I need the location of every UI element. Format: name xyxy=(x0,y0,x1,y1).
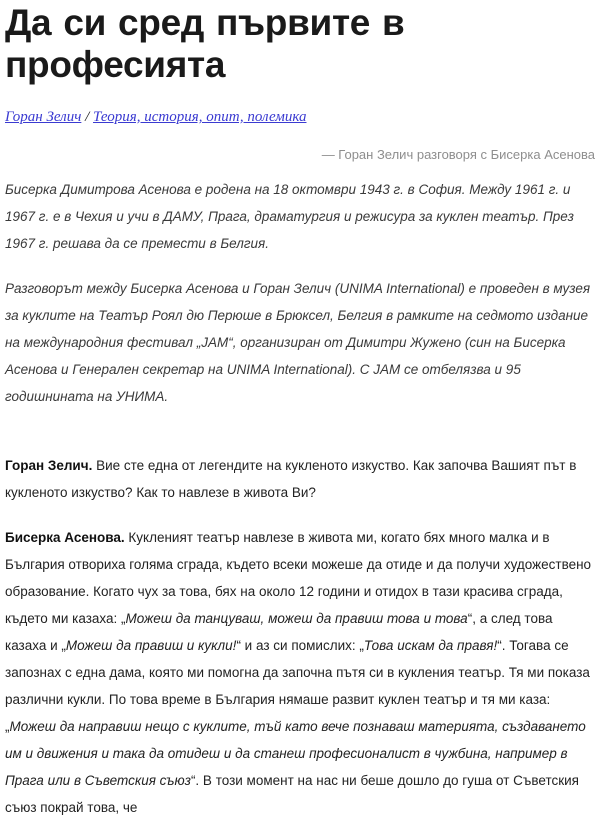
body-text: “. Тогава се запознах с една дама, която ми помогна да започна пътя си в кукления театър. Тя ми показа различни кукли. По това време в България нямаше развит куклен театър и тя ми каза: „ xyxy=(5,638,590,734)
quoted-italic-text: Това искам да правя! xyxy=(363,638,498,653)
page-title: Да си сред първите в професията xyxy=(5,2,405,85)
quoted-italic-text: Можеш да танцуваш, можеш да правиш това и това xyxy=(125,611,468,626)
interview-attribution: — Горан Зелич разговоря с Бисерка Асенова xyxy=(321,147,595,162)
speaker-name: Бисерка Асенова. xyxy=(5,530,125,545)
speaker-name: Горан Зелич. xyxy=(5,458,93,473)
article-page xyxy=(0,2,600,821)
byline-author-link[interactable]: Горан Зелич xyxy=(5,109,82,125)
intro-section xyxy=(5,176,595,410)
body-text: Вие сте една от легендите на кукленото изкуство. Как започва Вашият път в кукленото изкуство? Как то навлезе в живота Ви? xyxy=(5,458,577,500)
body-text: “. В този момент на нас ни беше дошло до гуша от Съветския съюз покрай това, че xyxy=(5,773,579,815)
body-text: “ и аз си помислих: „ xyxy=(236,638,364,653)
body-text: “, а след това казаха и „ xyxy=(5,611,553,653)
quoted-italic-text: Можеш да направиш нещо с куклите, тъй като вече познаваш материята, създаването им и движения и така да отидеш и да станеш професионалист в чужбина, например в Прага или в Съветския съюз xyxy=(5,719,586,788)
interview-question xyxy=(5,452,595,506)
byline-separator: / xyxy=(81,109,94,125)
quoted-italic-text: Можеш да правиш и кукли! xyxy=(65,638,237,653)
body-text: Кукленият театър навлезе в живота ми, когато бях много малка и в България отвориха голяма сграда, където всеки можеше да отиде и да получи художествено образование. Когато чух за това, бях на около 12 години и отидох в тази красива сграда, където ми казаха: „ xyxy=(5,530,592,626)
byline-category-link[interactable]: Теория, история, опит, полемика xyxy=(93,109,307,125)
intro-paragraph: Бисерка Димитрова Асенова е родена на 18 октомври 1943 г. в София. Между 1961 г. и 1967 г. е в Чехия и учи в ДАМУ, Прага, драматургия и режисура за куклен театър. През 1967 г. решава да се премести в Белгия. xyxy=(5,182,574,251)
interview-answer xyxy=(5,524,595,821)
interview-section xyxy=(5,452,595,821)
breadcrumb xyxy=(5,108,595,126)
intro-paragraph: Разговорът между Бисерка Асенова и Горан Зелич (UNIMA International) е проведен в музея за куклите на Театър Роял дю Перюше в Брюксел, Белгия в рамките на седмото издание на международния фестивал „JAM“, организиран от Димитри Жужено (син на Бисерка Асенова и Генерален секретар на UNIMA International). С JAM се отбелязва и 95 годишнината на УНИМА. xyxy=(5,281,591,404)
